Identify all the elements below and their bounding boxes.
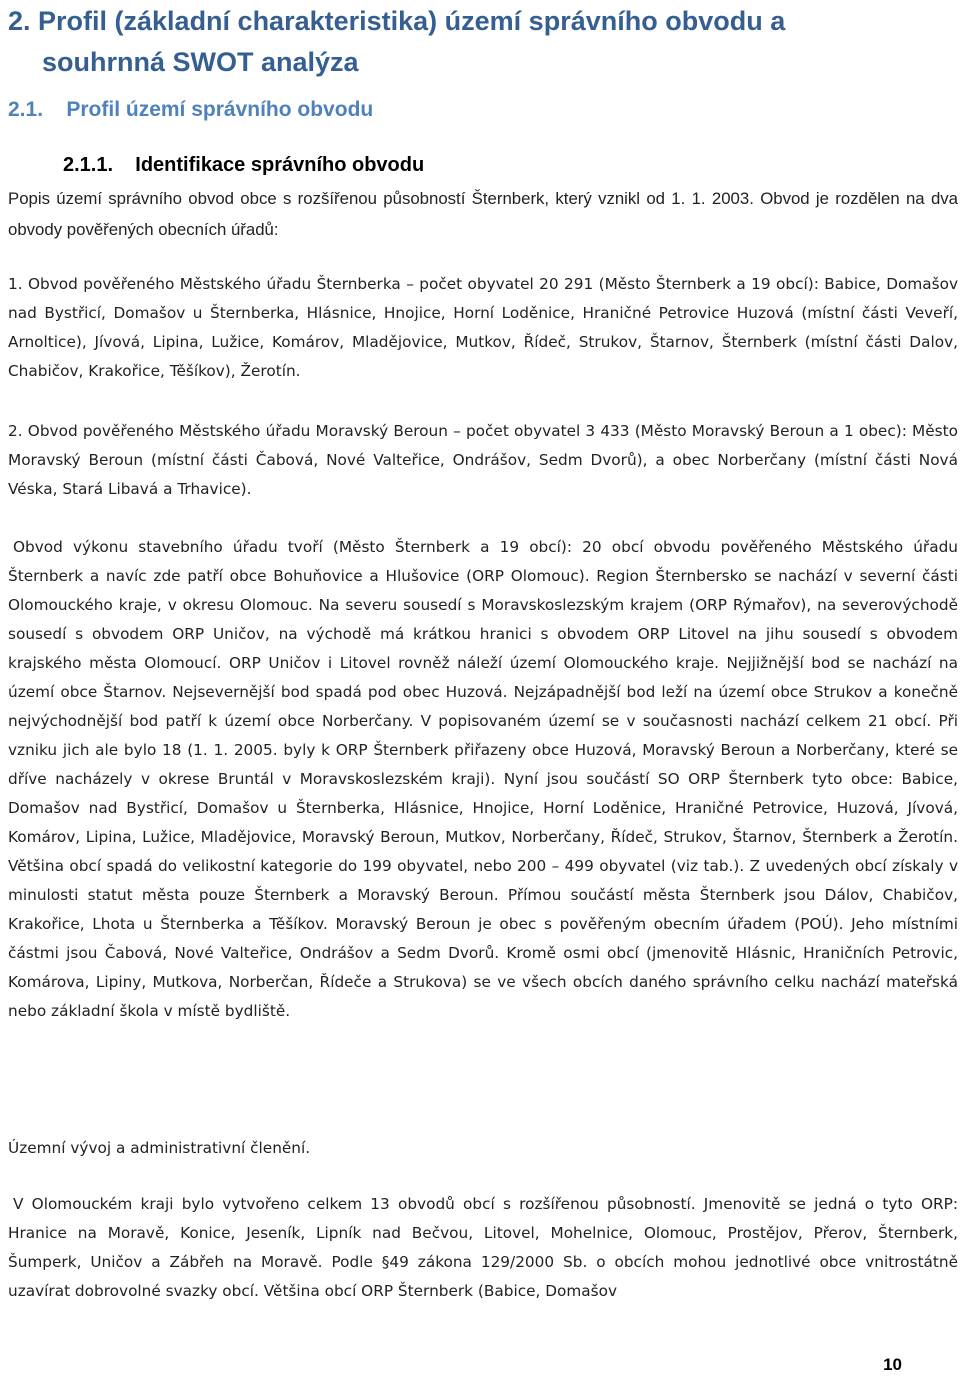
- subsection-heading: 2.1. Profil území správního obvodu: [8, 98, 374, 121]
- page-number: 10: [883, 1355, 902, 1374]
- obvod-1-paragraph: 1. Obvod pověřeného Městského úřadu Šternberka – počet obyvatel 20 291 (Město Šternberk a 19 obcí): Babice, Domašov nad Bystřicí, Domašov u Šternberka, Hlásnice, Hnojice, Horní Loděnice, Hraničné Petrovice Huzová (místní části Veveří, Arnoltice), Jívová, Lipina, Lužice, Komárov, Mladějovice, Mutkov, Řídeč, Strukov, Štarnov, Šternberk (místní části Dalov, Chabičov, Krakořice, Těšíkov), Žerotín.: [8, 275, 958, 380]
- stavebni-urad-paragraph: Obvod výkonu stavebního úřadu tvoří (Město Šternberk a 19 obcí): 20 obcí obvodu pověřeného Městského úřadu Šternberk a navíc zde patří obce Bohuňovice a Hlušovice (ORP Olomouc). Region Šternbersko se nachází v severní části Olomouckého kraje, v okresu Olomouc. Na severu sousedí s Moravskoslezským krajem (ORP Rýmařov), na severovýchodě sousedí s obvodem ORP Uničov, na východě má krátkou hranici s obvodem ORP Litovel na jihu sousedí s obvodem krajského města Olomoucí. ORP Uničov i Litovel rovněž náleží území Olomouckého kraje. Nejjižnější bod se nachází na území obce Štarnov. Nejsevernější bod spadá pod obec Huzová. Nejzápadnější bod leží na území obce Strukov a konečně nejvýchodnější bod patří k území obce Norberčany. V popisovaném území se v současnosti nachází celkem 21 obcí. Při vzniku jich ale bylo 18 (1. 1. 2005. byly k ORP Šternberk přiřazeny obce Huzová, Moravský Beroun a Norberčany, které se dříve nacházely v okrese Bruntál v Moravskoslezském kraji). Nyní jsou součástí SO ORP Šternberk tyto obce: Babice, Domašov nad Bystřicí, Domašov u Šternberka, Hlásnice, Hnojice, Horní Loděnice, Hraničné Petrovice, Huzová, Jívová, Komárov, Lipina, Lužice, Mladějovice, Moravský Beroun, Mutkov, Norberčany, Řídeč, Strukov, Štarnov, Šternberk a Žerotín. Většina obcí spadá do velikostní kategorie do 199 obyvatel, nebo 200 – 499 obyvatel (viz tab.). Z uvedených obcí získaly v minulosti statut města pouze Šternberk a Moravský Beroun. Přímou součástí města Šternberk jsou Dálov, Chabičov, Krakořice, Lhota u Šternberka a Těšíkov. Moravský Beroun je obec s pověřeným obecním úřadem (POÚ). Jeho místními částmi jsou Čabová, Nové Valteřice, Ondrášov a Sedm Dvorů. Kromě osmi obcí (jmenovitě Hlásnic, Hraničních Petrovic, Komárova, Lipiny, Mutkova, Norberčan, Řídeče a Strukova) se ve všech obcích daného správního celku nachází mateřská nebo základní škola v místě bydliště.: [8, 538, 958, 1020]
- obvod-2-paragraph: 2. Obvod pověřeného Městského úřadu Moravský Beroun – počet obyvatel 3 433 (Město Moravský Beroun a 1 obec): Město Moravský Beroun (místní části Čabová, Nové Valteřice, Ondrášov, Sedm Dvorů), a obec Norberčany (místní části Nová Véska, Stará Libavá a Trhavice).: [8, 422, 958, 498]
- olomoucky-kraj-paragraph: V Olomouckém kraji bylo vytvořeno celkem 13 obvodů obcí s rozšířenou působností. Jmenovitě se jedná o tyto ORP: Hranice na Moravě, Konice, Jeseník, Lipník nad Bečvou, Litovel, Mohelnice, Olomouc, Prostějov, Přerov, Šternberk, Šumperk, Uničov a Zábřeh na Moravě. Podle §49 zákona 129/2000 Sb. o obcích mohou jednotlivé obce vnitrostátně uzavírat dobrovolné svazky obcí. Většina obcí ORP Šternberk (Babice, Domašov: [8, 1195, 958, 1300]
- section-heading-line2: souhrnná SWOT analýza: [42, 47, 359, 77]
- section-heading-line1: 2. Profil (základní charakteristika) území správního obvodu a: [8, 6, 786, 36]
- section-heading: [8, 1, 953, 83]
- intro-paragraph: Popis území správního obvod obce s rozšířenou působností Šternberk, který vznikl od 1. 1. 2003. Obvod je rozdělen na dva obvody pověřených obecních úřadů:: [8, 189, 958, 239]
- subsubsection-heading: 2.1.1. Identifikace správního obvodu: [63, 154, 425, 176]
- uzemni-vyvoj-paragraph: Územní vývoj a administrativní členění.: [8, 1139, 311, 1157]
